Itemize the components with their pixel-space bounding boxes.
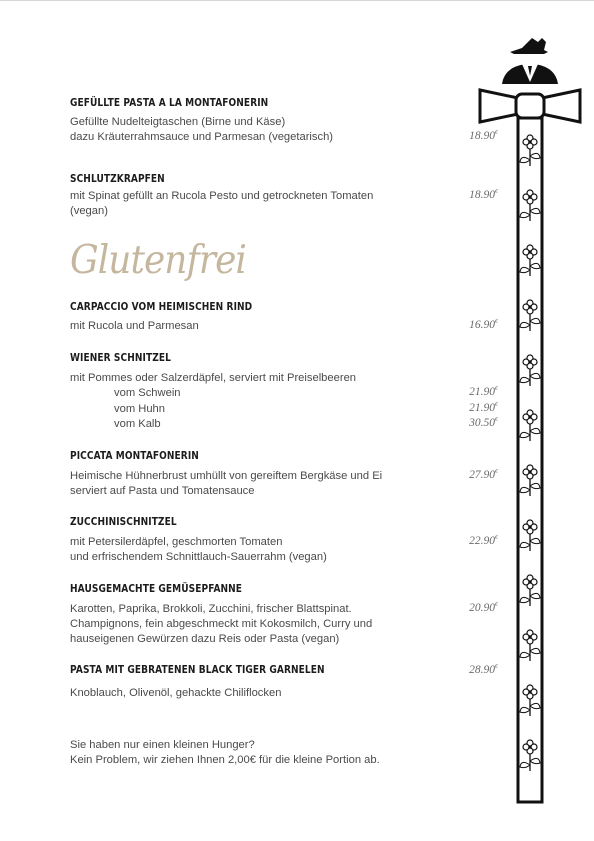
dish-description: hauseigenen Gewürzen dazu Reis oder Pasta (vegan): [70, 633, 340, 645]
dish-description: mit Petersilerdäpfel, geschmorten Tomaten: [70, 536, 283, 548]
dish-description: und erfrischendem Schnittlauch-Sauerrahm (vegan): [70, 551, 327, 563]
dish-description: Karotten, Paprika, Brokkoli, Zucchini, frischer Blattspinat.: [70, 603, 352, 615]
dish-option-label: vom Huhn: [114, 403, 165, 415]
dish-title: PASTA MIT GEBRATENEN BLACK TIGER GARNELEN: [70, 664, 325, 676]
dish-price: 27.90€: [469, 469, 498, 481]
bow-left: [480, 90, 518, 122]
dish-title: WIENER SCHNITZEL: [70, 352, 171, 364]
dish-option-price: 30.50€: [469, 417, 498, 429]
dish-description: mit Pommes oder Salzerdäpfel, serviert mit Preiselbeeren: [70, 372, 357, 384]
dish-price: 18.90€: [469, 130, 498, 142]
dish-option-label: vom Schwein: [114, 387, 181, 399]
dish-description: dazu Kräuterrahmsauce und Parmesan (vegetarisch): [70, 131, 334, 143]
dish-option-price: 21.90€: [469, 402, 498, 414]
section-heading: Glutenfrei: [70, 238, 246, 283]
dish-price: 28.90€: [469, 664, 498, 676]
dish-description: mit Spinat gefüllt an Rucola Pesto und getrockneten Tomaten: [70, 190, 374, 202]
dish-price: 22.90€: [469, 535, 498, 547]
dish-price: 16.90€: [469, 319, 498, 331]
dish-option-price: 21.90€: [469, 386, 498, 398]
dish-price: 18.90€: [469, 189, 498, 201]
dish-title: PICCATA MONTAFONERIN: [70, 450, 199, 462]
dish-description: (vegan): [70, 205, 108, 217]
dish-title: ZUCCHINISCHNITZEL: [70, 516, 177, 528]
dish-option-label: vom Kalb: [114, 418, 161, 430]
top-rule: [0, 0, 594, 1]
dish-description: serviert auf Pasta und Tomatensauce: [70, 485, 255, 497]
dish-description: Knoblauch, Olivenöl, gehackte Chiliflocken: [70, 687, 282, 699]
dish-description: Gefüllte Nudelteigtaschen (Birne und Käse): [70, 116, 286, 128]
hat-icon: [510, 38, 548, 54]
dish-price: 20.90€: [469, 602, 498, 614]
footer-line: Sie haben nur einen kleinen Hunger?: [70, 739, 255, 751]
dish-title: CARPACCIO VOM HEIMISCHEN RIND: [70, 301, 253, 313]
dish-description: Heimische Hühnerbrust umhüllt von gereiftem Bergkäse und Ei: [70, 470, 383, 482]
dish-title: SCHLUTZKRAPFEN: [70, 173, 165, 185]
footer-note: [70, 738, 380, 768]
dish-description: Champignons, fein abgeschmeckt mit Kokosmilch, Curry und: [70, 618, 373, 630]
bow-knot: [516, 94, 544, 118]
footer-line: Kein Problem, wir ziehen Ihnen 2,00€ für die kleine Portion ab.: [70, 754, 380, 766]
dish-description: mit Rucola und Parmesan: [70, 320, 199, 332]
suspender-figure-icon: [470, 30, 590, 810]
dish-title: GEFÜLLTE PASTA A LA MONTAFONERIN: [70, 97, 269, 109]
dish-title: HAUSGEMACHTE GEMÜSEPFANNE: [70, 583, 243, 595]
bow-right: [542, 90, 580, 122]
